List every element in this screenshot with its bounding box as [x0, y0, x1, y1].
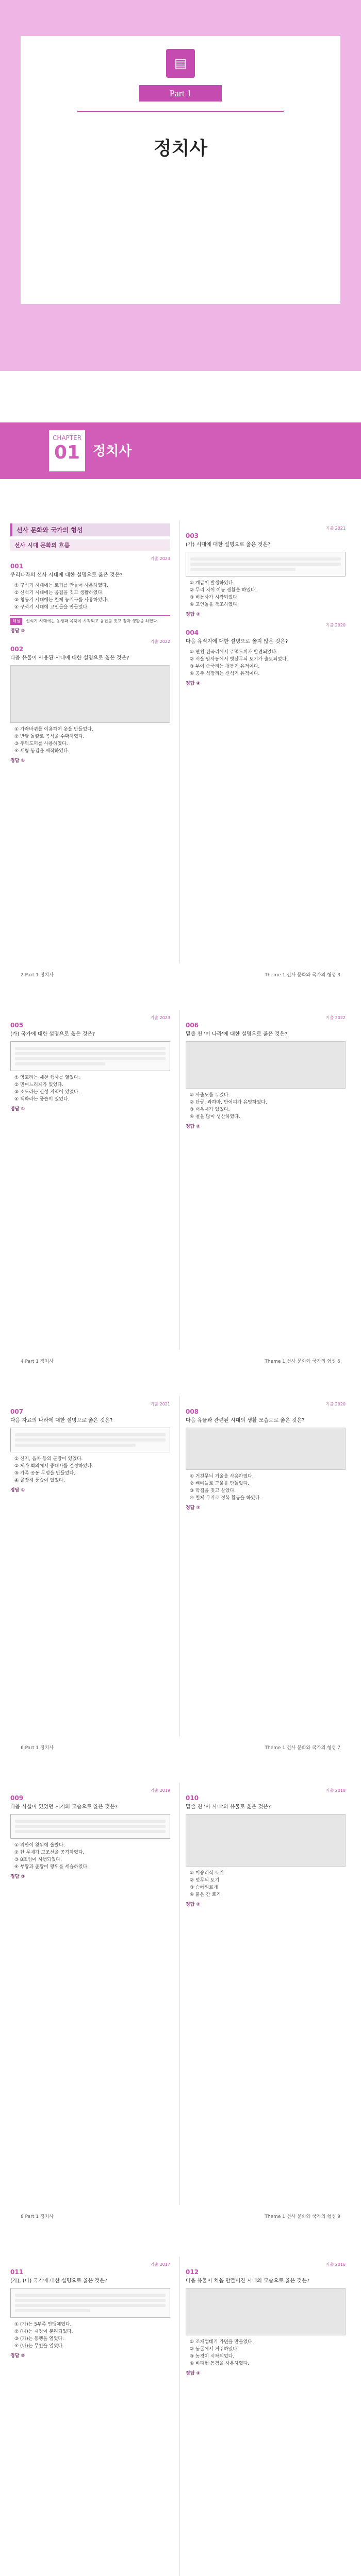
artifact-image	[186, 1428, 346, 1470]
page-footer-left: 6 Part 1 정치사	[21, 1745, 54, 1751]
option: ③ (가)는 동맹을 열었다.	[14, 2336, 64, 2342]
option: ③ 서옥제가 있었다.	[190, 1107, 230, 1112]
question-text: 우리나라의 선사 시대에 대한 설명으로 옳은 것은?	[10, 572, 123, 578]
option: ① 조개껍데기 가면을 만들었다.	[190, 2340, 254, 2345]
option: ④ 세형 동검을 제작하였다.	[14, 749, 70, 754]
question-text: 밑줄 친 '이 시대'의 유물로 옳은 것은?	[186, 1804, 271, 1810]
option: ② 뼈바늘로 그물을 만들었다.	[190, 1481, 250, 1486]
source-box	[10, 1814, 170, 1839]
question-text: 다음 유물과 관련된 시대의 생활 모습으로 옳은 것은?	[186, 1418, 305, 1423]
option: ③ 슴베찌르개	[190, 1885, 218, 1890]
option: ③ 부여 송국리는 청동기 유적이다.	[190, 664, 260, 669]
answer: 정답 ②	[186, 612, 201, 617]
artifact-image	[186, 1814, 346, 1867]
question-number: 011	[10, 2268, 24, 2276]
column-divider	[179, 1783, 180, 2205]
option: ④ 공주 석장리는 신석기 유적이다.	[190, 671, 260, 676]
option: ② 무리 지어 이동 생활을 하였다.	[190, 588, 257, 593]
section-heading: 선사 문화와 국가의 형성	[10, 523, 170, 536]
part-title: 정치사	[153, 138, 208, 159]
column-divider	[179, 520, 180, 963]
answer: 정답 ②	[186, 1902, 201, 1907]
column-divider	[179, 1010, 180, 1350]
option: ④ 붉은 간 토기	[190, 1892, 221, 1897]
question-number: 010	[186, 1794, 199, 1802]
page-footer-right: Theme 1 선사 문화와 국가의 형성 3	[265, 973, 340, 978]
subsection-heading: 선사 시대 문화의 흐름	[10, 539, 170, 551]
answer: 정답 ②	[186, 1124, 201, 1129]
page-footer-right: Theme 1 선사 문화와 국가의 형성 9	[265, 2214, 340, 2219]
left-column	[10, 1010, 170, 1117]
left-column	[10, 1396, 170, 1498]
answer: 정답 ①	[10, 758, 25, 764]
right-column	[186, 2257, 346, 2381]
explanation-label: 해설	[10, 618, 22, 625]
right-column	[186, 520, 346, 691]
left-column	[10, 1783, 170, 1885]
artifact-image	[186, 2288, 346, 2335]
spread-5	[10, 2257, 351, 2576]
page-footer-right: Theme 1 선사 문화와 국가의 형성 7	[265, 1745, 340, 1751]
option: ① 미송리식 토기	[190, 1871, 224, 1876]
question-tag: 기출 2016	[325, 2262, 346, 2267]
question-tag: 기출 2023	[150, 556, 170, 561]
answer: 정답 ④	[186, 681, 201, 686]
question-tag: 기출 2023	[150, 1015, 170, 1020]
question-tag: 기출 2017	[150, 2262, 170, 2267]
question-text: (가) 국가에 대한 설명으로 옳은 것은?	[10, 1031, 95, 1037]
answer: 정답 ④	[186, 2371, 201, 2376]
option: ① 거친무늬 거울을 사용하였다.	[190, 1474, 254, 1479]
option: ② 서울 암사동에서 빗살무늬 토기가 출토되었다.	[190, 657, 288, 662]
right-column	[186, 1783, 346, 1912]
option: ④ 고인돌을 축조하였다.	[190, 602, 239, 607]
column-divider	[179, 2257, 180, 2576]
spread-3	[10, 1396, 351, 1757]
option: ① 위만이 왕위에 올랐다.	[14, 1843, 65, 1848]
option: ④ 철을 많이 생산하였다.	[190, 1114, 240, 1120]
option: ③ 청동기 시대에는 철제 농기구를 사용하였다.	[14, 598, 108, 603]
question-tag: 기출 2021	[150, 1402, 170, 1406]
option: ③ 막집을 짓고 살았다.	[190, 1488, 236, 1494]
option: ③ 벼농사가 시작되었다.	[190, 595, 239, 600]
question-text: 다음 유적지에 대한 설명으로 옳지 않은 것은?	[186, 639, 288, 645]
option: ① 연천 전곡리에서 주먹도끼가 발견되었다.	[190, 650, 278, 655]
page-footer-left: 8 Part 1 정치사	[21, 2214, 54, 2219]
right-column	[186, 1010, 346, 1134]
spread-4	[10, 1783, 351, 2226]
question-tag: 기출 2018	[325, 1788, 346, 1793]
question-number: 009	[10, 1794, 24, 1802]
question-tag: 기출 2022	[325, 1015, 346, 1020]
option: ④ (나)는 무천을 열었다.	[14, 2344, 64, 2349]
right-column	[186, 1396, 346, 1516]
option: ④ 부왕과 준왕이 왕위를 세습하였다.	[14, 1865, 89, 1870]
question-text: 다음 유물이 처음 만들어진 시대의 모습으로 옳은 것은?	[186, 2278, 310, 2284]
source-box	[186, 552, 346, 577]
answer: 정답 ③	[10, 1874, 25, 1879]
option: ② 덧무늬 토기	[190, 1878, 220, 1883]
option: ③ 8조법이 시행되었다.	[14, 1857, 62, 1862]
source-box	[10, 1428, 170, 1452]
chapter-number-box	[49, 430, 85, 471]
question-text: 밑줄 친 '이 나라'에 대한 설명으로 옳은 것은?	[186, 1031, 288, 1037]
part-cover	[0, 0, 361, 371]
answer: 정답 ①	[10, 1488, 25, 1493]
option: ④ 책화라는 풍습이 있었다.	[14, 1097, 70, 1102]
question-number: 002	[10, 646, 24, 653]
option: ④ 철제 무기로 정복 활동을 하였다.	[190, 1496, 261, 1501]
option: ③ 농경이 시작되었다.	[190, 2354, 235, 2359]
option: ④ 구석기 시대에 고인돌을 만들었다.	[14, 605, 89, 610]
question-tag: 기출 2022	[150, 639, 170, 644]
page-footer-right: Theme 1 선사 문화와 국가의 형성 5	[265, 1359, 340, 1364]
option: ③ 가족 공동 무덤을 만들었다.	[14, 1471, 76, 1476]
question-text: (가), (나) 국가에 대한 설명으로 옳은 것은?	[10, 2278, 108, 2284]
option: ① 사출도를 두었다.	[190, 1093, 230, 1098]
page-footer-left: 2 Part 1 정치사	[21, 973, 54, 978]
cover-divider	[77, 111, 284, 112]
explanation	[10, 615, 170, 625]
option: ① 신지, 읍차 등의 군장이 있었다.	[14, 1456, 83, 1462]
question-tag: 기출 2019	[150, 1788, 170, 1793]
option: ② 한 무제가 고조선을 공격하였다.	[14, 1850, 85, 1855]
artifact-image	[10, 665, 170, 723]
question-text: 다음 자료의 나라에 대한 설명으로 옳은 것은?	[10, 1418, 113, 1423]
option: ① 가락바퀴를 이용하여 옷을 만들었다.	[14, 727, 93, 732]
chapter-number: 01	[54, 442, 80, 463]
option: ③ 소도라는 신성 지역이 있었다.	[14, 1090, 80, 1095]
question-tag: 기출 2021	[325, 526, 346, 531]
question-text: 다음 유물이 사용된 시대에 대한 설명으로 옳은 것은?	[10, 655, 129, 661]
option: ① 영고라는 제천 행사를 열었다.	[14, 1075, 80, 1080]
spread-2	[10, 1010, 351, 1370]
part-label: Part 1	[139, 85, 222, 101]
question-number: 007	[10, 1408, 24, 1415]
option: ① (가)는 5부족 연맹체였다.	[14, 2322, 72, 2327]
left-column	[10, 2257, 170, 2364]
option: ④ 비파형 동검을 사용하였다.	[190, 2361, 250, 2366]
question-number: 012	[186, 2268, 199, 2276]
question-number: 005	[10, 1022, 24, 1029]
left-column	[10, 520, 170, 769]
answer: 정답 ①	[186, 1505, 201, 1511]
question-number: 001	[10, 563, 24, 570]
answer: 정답 ②	[10, 629, 25, 634]
artifact-image	[186, 1041, 346, 1089]
source-box	[10, 1041, 170, 1071]
answer: 정답 ②	[10, 2353, 25, 2359]
chapter-header	[0, 407, 361, 495]
column-divider	[179, 1396, 180, 1736]
document-icon: ▤	[166, 49, 195, 78]
question-number: 006	[186, 1022, 199, 1029]
question-tag: 기출 2020	[325, 623, 346, 628]
question-number: 008	[186, 1408, 199, 1415]
question-text: (가) 시대에 대한 설명으로 옳은 것은?	[186, 542, 271, 548]
option: ① 구석기 시대에는 토기를 만들어 사용하였다.	[14, 583, 108, 588]
option: ② 단궁, 과하마, 반어피가 유명하였다.	[190, 1100, 267, 1105]
option: ② 제가 회의에서 중대사를 결정하였다.	[14, 1464, 93, 1469]
question-number: 003	[186, 532, 199, 539]
option: ② 반달 돌칼로 곡식을 수확하였다.	[14, 734, 85, 739]
question-tag: 기출 2020	[325, 1402, 346, 1406]
question-number: 004	[186, 629, 199, 636]
option: ② 신석기 시대에는 움집을 짓고 생활하였다.	[14, 590, 104, 596]
spread-1	[10, 520, 351, 984]
option: ③ 주먹도끼를 사용하였다.	[14, 741, 68, 747]
source-box	[10, 2288, 170, 2318]
explanation-text: 신석기 시대에는 농경과 목축이 시작되고 움집을 짓고 정착 생활을 하였다.	[26, 619, 159, 623]
chapter-title: 정치사	[93, 444, 132, 459]
option: ① 계급이 발생하였다.	[190, 581, 235, 586]
page-footer-left: 4 Part 1 정치사	[21, 1359, 54, 1364]
option: ④ 골장제 풍습이 있었다.	[14, 1478, 65, 1483]
option: ② 민며느리제가 있었다.	[14, 1082, 63, 1088]
answer: 정답 ①	[10, 1107, 25, 1112]
chapter-label: CHAPTER	[52, 434, 82, 442]
option: ② 동굴에서 거주하였다.	[190, 2347, 239, 2352]
option: ② (나)는 제정이 분리되었다.	[14, 2329, 73, 2334]
question-text: 다음 사실이 있었던 시기의 모습으로 옳은 것은?	[10, 1804, 118, 1810]
